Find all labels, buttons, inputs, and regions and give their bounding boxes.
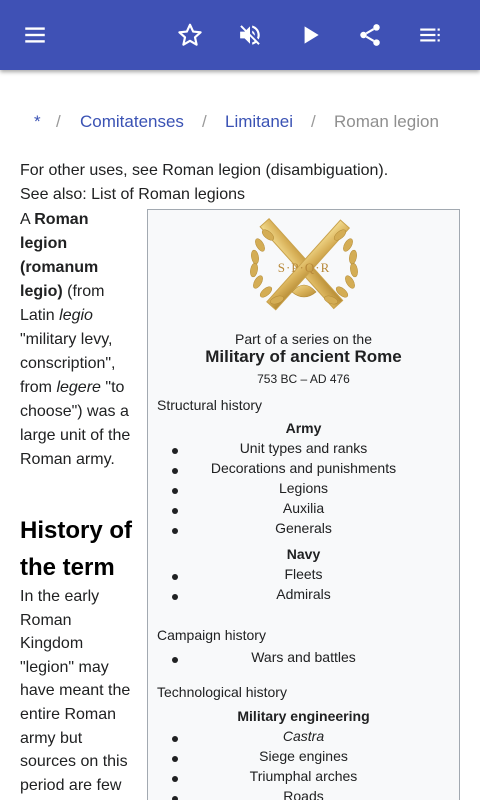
star-outline-icon[interactable] xyxy=(169,14,211,56)
share-icon[interactable] xyxy=(349,14,391,56)
series-preface: Part of a series on the xyxy=(235,331,372,347)
list-item-siege-engines[interactable]: Siege engines xyxy=(259,748,348,764)
menu-icon[interactable] xyxy=(14,14,56,56)
volume-off-icon[interactable] xyxy=(229,14,271,56)
intro-term-legere: legere xyxy=(56,379,101,396)
breadcrumb-separator: / xyxy=(56,112,61,131)
play-icon[interactable] xyxy=(289,14,331,56)
breadcrumb-item-comitatenses[interactable]: Comitatenses xyxy=(80,112,184,131)
intro-bold-term: Roman legion (romanum legio) xyxy=(20,211,99,300)
breadcrumb-separator: / xyxy=(311,112,316,131)
hatnote-see-also[interactable]: See also: List of Roman legions xyxy=(20,186,246,203)
list-item-auxilia[interactable]: Auxilia xyxy=(282,500,325,516)
list-item-decorations[interactable]: Decorations and punishments xyxy=(210,460,397,476)
navy-heading[interactable]: Navy xyxy=(286,546,321,562)
hatnote-disambiguation[interactable]: For other uses, see Roman legion (disambiguation). xyxy=(20,162,389,179)
spqr-emblem xyxy=(240,216,368,320)
intro-paragraph xyxy=(20,208,138,472)
infobox xyxy=(147,209,460,800)
app-toolbar xyxy=(0,0,480,70)
breadcrumb-item-limitanei[interactable]: Limitanei xyxy=(225,112,294,131)
list-item-wars-and-battles[interactable]: Wars and battles xyxy=(251,649,356,665)
intro-term-legio: legio xyxy=(59,307,93,324)
intro-text: "to choose") was a large unit of the Roman army. xyxy=(20,379,131,468)
breadcrumb-item-home[interactable]: * xyxy=(34,112,41,131)
technological-history-label: Technological history xyxy=(157,684,287,700)
structural-history-label: Structural history xyxy=(157,397,263,413)
list-item-castra[interactable]: Castra xyxy=(282,728,325,744)
list-item-triumphal-arches[interactable]: Triumphal arches xyxy=(249,768,358,784)
list-item-fleets[interactable]: Fleets xyxy=(284,566,323,582)
breadcrumb-separator: / xyxy=(202,112,207,131)
list-item-unit-types[interactable]: Unit types and ranks xyxy=(239,440,368,456)
army-heading[interactable]: Army xyxy=(285,420,322,436)
section-paragraph: In the early Roman Kingdom "legion" may have meant the entire Roman army but sources on this period are few xyxy=(20,588,131,794)
intro-text: "military levy, conscription", from xyxy=(20,331,116,396)
table-of-contents-icon[interactable] xyxy=(409,14,451,56)
section-heading: History of the term xyxy=(20,517,133,581)
intro-text: (from Latin xyxy=(20,283,105,324)
breadcrumb xyxy=(0,112,480,136)
list-item-admirals[interactable]: Admirals xyxy=(276,586,331,602)
list-item-roads[interactable]: Roads xyxy=(283,788,324,800)
emblem-lettering: S·P·Q·R xyxy=(277,260,331,275)
military-engineering-heading[interactable]: Military engineering xyxy=(237,708,370,724)
series-dates: 753 BC – AD 476 xyxy=(257,372,350,386)
series-title[interactable]: Military of ancient Rome xyxy=(205,347,402,366)
list-item-legions[interactable]: Legions xyxy=(278,480,329,496)
campaign-history-label: Campaign history xyxy=(157,627,266,643)
list-item-generals[interactable]: Generals xyxy=(275,520,332,536)
breadcrumb-current: Roman legion xyxy=(334,112,439,131)
intro-text: A xyxy=(20,211,35,228)
